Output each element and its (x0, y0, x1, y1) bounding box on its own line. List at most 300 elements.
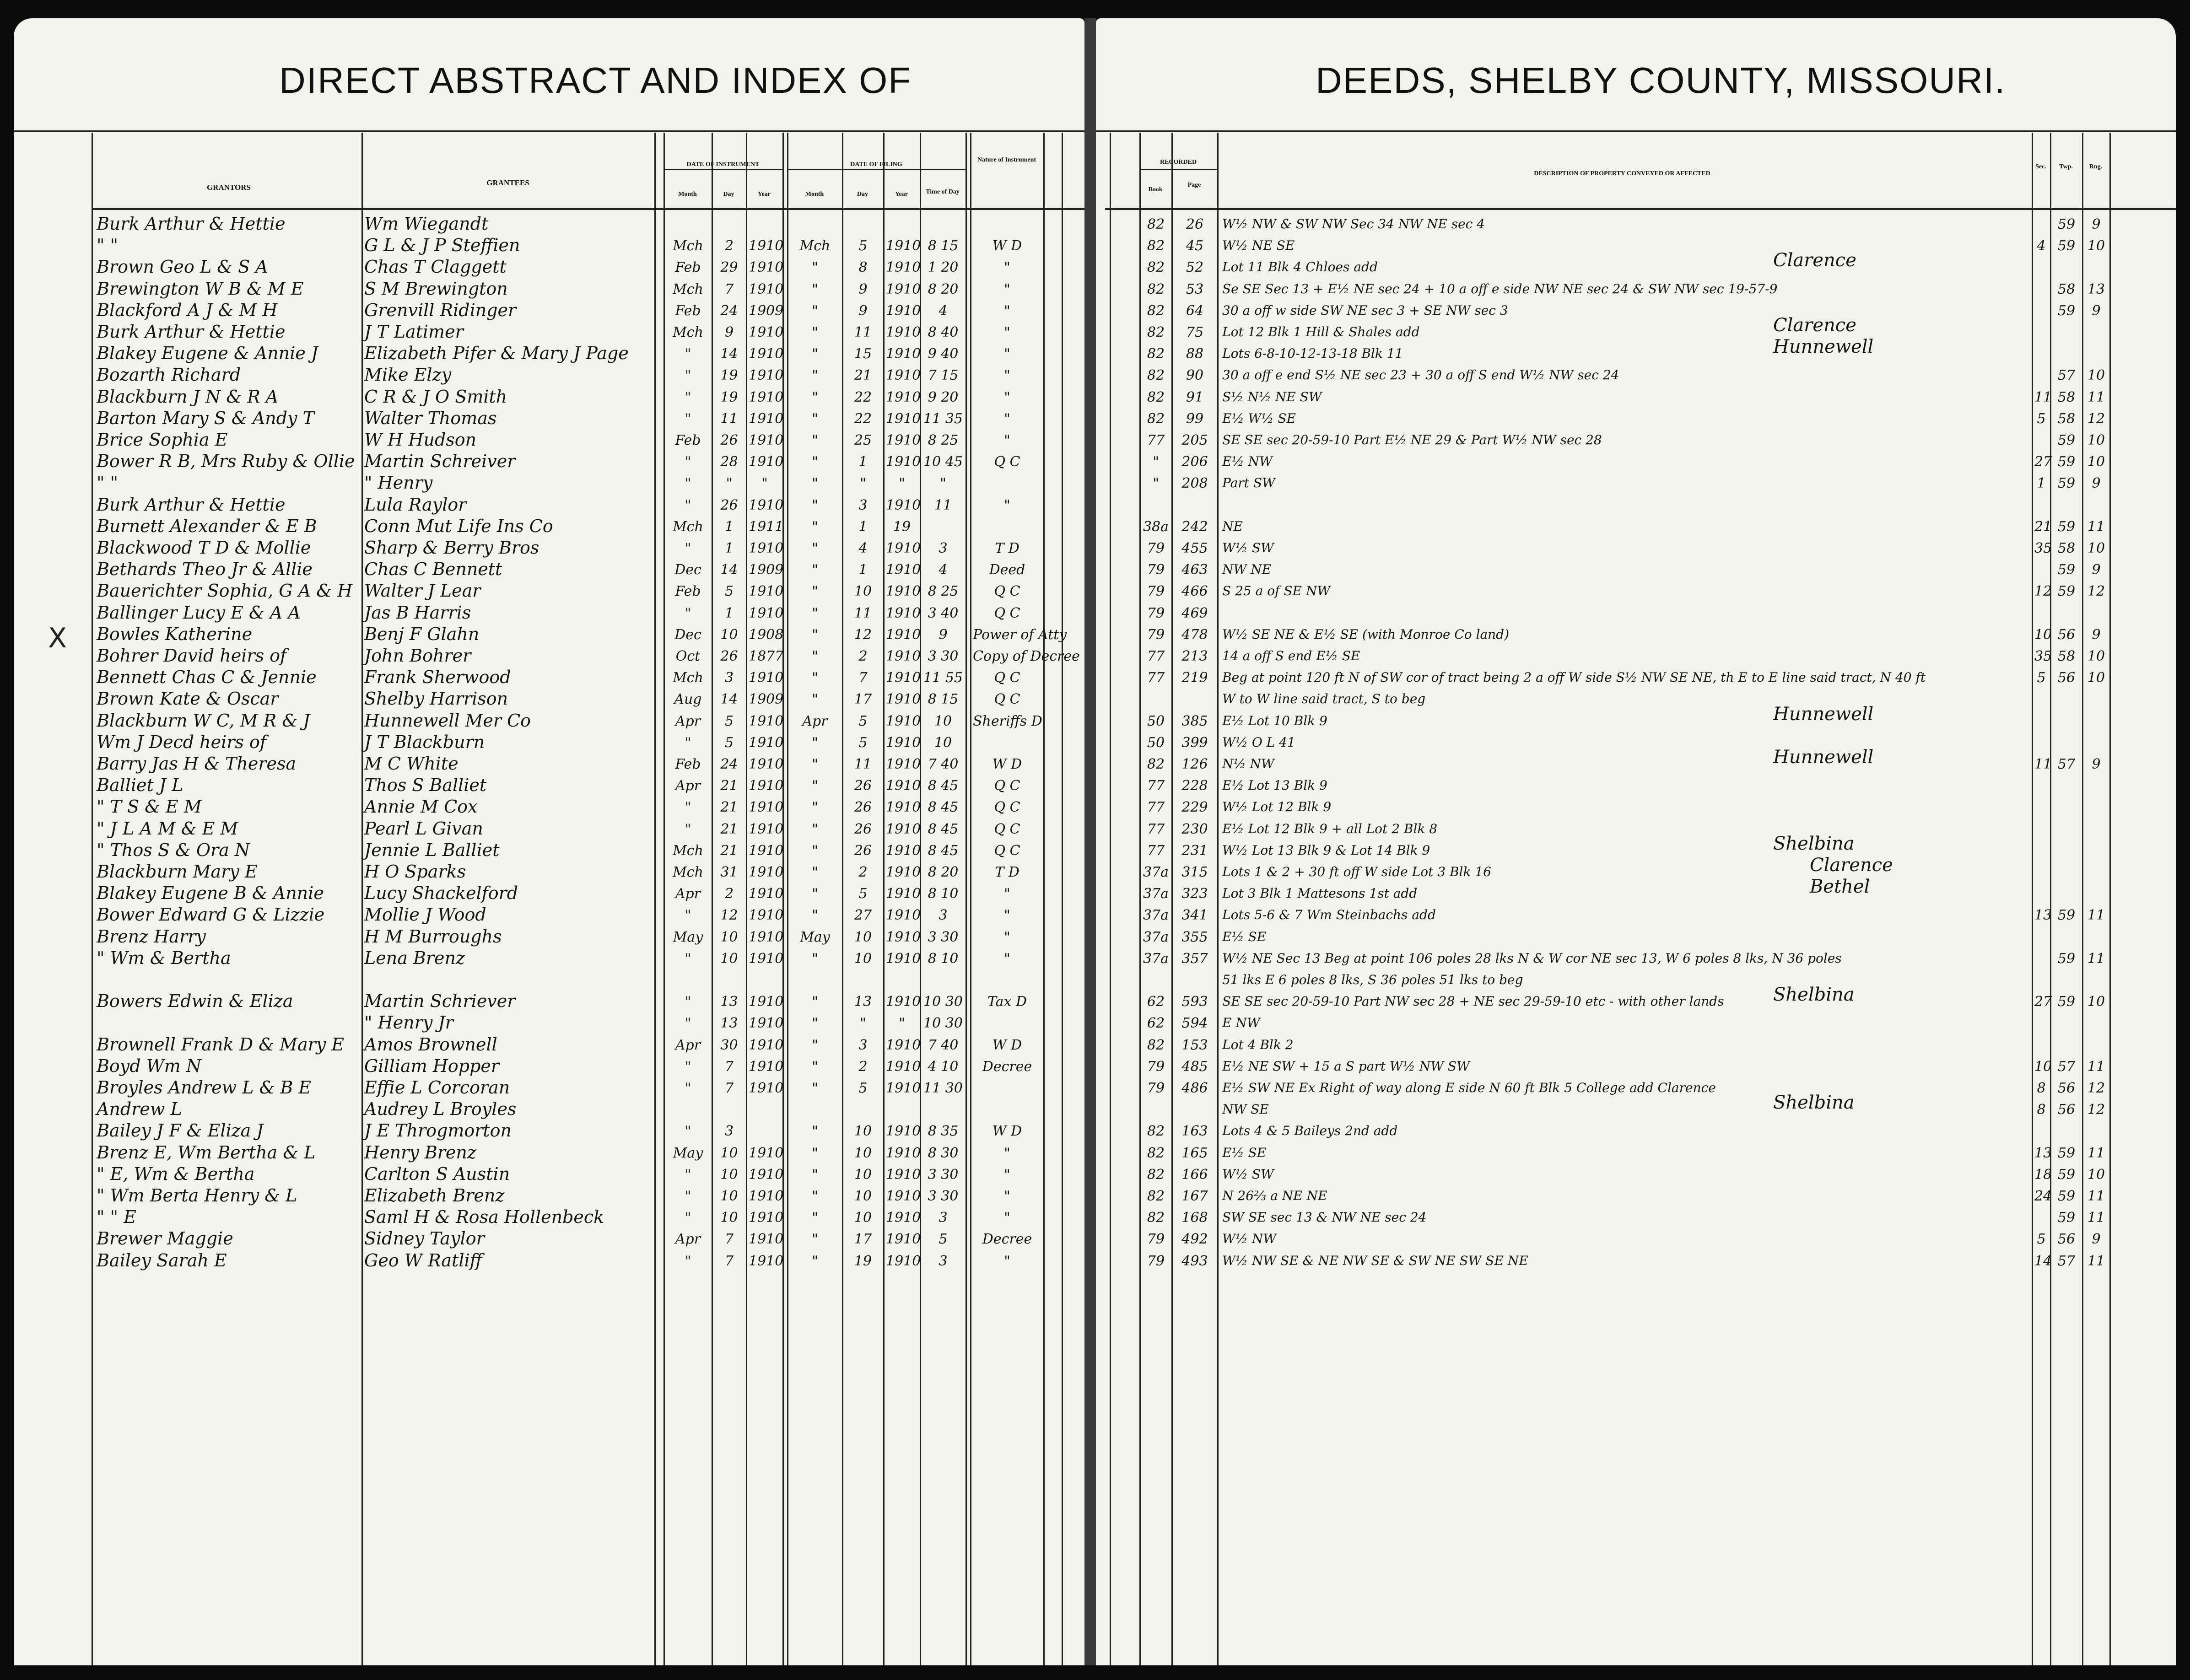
instrument-day-cell: 28 (720, 454, 738, 470)
instrument-year-cell: 1910 (749, 583, 784, 600)
grantor-cell: " J L A M & E M (97, 818, 238, 839)
filing-day-cell: 26 (854, 821, 872, 837)
instrument-month-cell: " (685, 1188, 691, 1204)
instrument-day-cell: 21 (720, 821, 738, 837)
twp-cell: 57 (2057, 1058, 2076, 1075)
instrument-month-cell: " (685, 346, 691, 362)
rng-cell: 10 (2087, 454, 2105, 470)
description-cell: E½ NW (1222, 454, 1273, 469)
ledger-row (14, 947, 1084, 969)
nature-cell: Deed (989, 562, 1025, 578)
sec-cell: 4 (2037, 238, 2046, 254)
ledger-row (14, 1185, 1084, 1206)
ledger-row (14, 342, 1084, 364)
ledger-row (1096, 1228, 2176, 1249)
ledger-row (1096, 1249, 2176, 1271)
description-cell: NE (1222, 518, 1243, 534)
ledger-row (1096, 926, 2176, 947)
description-cell: N 26⅔ a NE NE (1222, 1188, 1327, 1203)
sec-header: Sec. (2035, 163, 2046, 170)
filing-month-cell: " (812, 475, 818, 492)
twp-cell: 59 (2057, 583, 2076, 600)
filing-time-cell: 3 30 (928, 929, 959, 945)
filing-year-cell: 1910 (886, 1145, 921, 1161)
rng-cell: 11 (2087, 907, 2105, 924)
book-cell: 77 (1147, 432, 1165, 448)
nature-cell: T D (995, 540, 1019, 556)
ledger-row (1096, 1120, 2176, 1141)
filing-day-cell: 17 (854, 691, 872, 708)
filing-day-cell: " (860, 475, 866, 492)
filing-month-cell: " (812, 583, 818, 600)
rng-cell: 9 (2092, 216, 2101, 232)
filing-time-cell: 1 20 (928, 259, 959, 276)
filing-time-cell: 5 (939, 1231, 948, 1248)
book-cell: " (1153, 454, 1159, 470)
ledger-row (14, 450, 1084, 472)
filing-day-cell: 10 (854, 1145, 872, 1161)
right-ledger-page (1096, 18, 2176, 1665)
ledger-row (1096, 515, 2176, 537)
header-top-rule (14, 130, 1084, 132)
grantee-cell: " Henry (364, 473, 433, 493)
twp-cell: 59 (2057, 454, 2076, 470)
filing-day-cell: 27 (854, 907, 872, 924)
rng-cell: 9 (2092, 302, 2101, 319)
instrument-month-cell: " (685, 994, 691, 1010)
rng-cell: 10 (2087, 238, 2105, 254)
ledger-row (1096, 796, 2176, 817)
filing-year-cell: 1910 (886, 1080, 921, 1096)
rng-cell: 9 (2092, 475, 2101, 492)
ledger-row (1096, 472, 2176, 493)
filing-month-cell: " (812, 1210, 818, 1226)
filing-month-cell: " (812, 540, 818, 556)
nature-cell: Decree (982, 1231, 1032, 1248)
ledger-row (1096, 861, 2176, 882)
grantor-cell: Barry Jas H & Theresa (97, 754, 297, 774)
filing-day-cell: 26 (854, 842, 872, 859)
nature-cell: Q C (994, 842, 1020, 859)
nature-cell: Tax D (987, 994, 1027, 1010)
instrument-year-cell: 1910 (749, 1231, 784, 1248)
filing-month-cell: " (812, 1188, 818, 1204)
ledger-row (1096, 1034, 2176, 1055)
grantor-cell: Bailey J F & Eliza J (97, 1120, 264, 1141)
description-cell: SE SE sec 20-59-10 Part E½ NE 29 & Part W½ NW sec 28 (1222, 432, 1602, 447)
grantee-cell: Lula Raylor (364, 494, 467, 515)
description-cell: W½ Lot 12 Blk 9 (1222, 799, 1332, 815)
instrument-year-cell: 1910 (749, 1058, 784, 1075)
instrument-month-cell: " (685, 907, 691, 924)
instrument-day-cell: 10 (720, 1188, 738, 1204)
filing-time-cell: 7 15 (928, 367, 959, 384)
filing-day-cell: 11 (854, 605, 872, 621)
filing-month-cell: " (812, 1231, 818, 1248)
ledger-row (14, 580, 1084, 601)
filing-month-cell: May (800, 929, 830, 945)
instrument-month-cell: " (685, 1080, 691, 1096)
ledger-row (1096, 234, 2176, 256)
rng-cell: 9 (2092, 756, 2101, 772)
filing-year-cell: " (899, 1015, 905, 1032)
instrument-day-cell: 12 (720, 907, 738, 924)
book-cell: 37a (1143, 864, 1169, 880)
page-cell: 315 (1181, 864, 1208, 880)
twp-cell: 59 (2057, 562, 2076, 578)
filing-time-cell: 10 45 (923, 454, 963, 470)
instrument-day-cell: 29 (720, 259, 738, 276)
ledger-row (1096, 1077, 2176, 1098)
book-cell: 79 (1147, 605, 1165, 621)
sec-cell: 11 (2034, 756, 2052, 772)
filing-day-cell: 2 (858, 648, 868, 664)
page-cell: 455 (1181, 540, 1208, 556)
ledger-row (1096, 278, 2176, 299)
ledger-row (1096, 558, 2176, 580)
sec-cell: 35 (2034, 648, 2052, 664)
grantee-cell: Effie L Corcoran (364, 1077, 510, 1098)
filing-day-cell: 25 (854, 432, 872, 448)
instrument-day-cell: 5 (724, 734, 734, 751)
ledger-row (14, 1098, 1084, 1120)
book-cell: 77 (1147, 648, 1165, 664)
book-cell: 79 (1147, 540, 1165, 556)
page-cell: 213 (1181, 648, 1208, 664)
filing-time-cell: 9 20 (928, 389, 959, 405)
page-cell: 463 (1181, 562, 1208, 578)
grantee-cell: John Bohrer (364, 646, 471, 666)
filing-time-cell: 8 10 (928, 950, 959, 967)
filing-day-cell: 11 (854, 756, 872, 772)
filing-month-cell: " (812, 756, 818, 772)
filing-day-cell: 7 (858, 670, 868, 686)
book-cell: 79 (1147, 583, 1165, 600)
filing-year-cell: 1910 (886, 670, 921, 686)
description-cell: Lots 6-8-10-12-13-18 Blk 11 (1222, 346, 1403, 361)
book-cell: 82 (1147, 1145, 1165, 1161)
instrument-month-cell: " (685, 497, 691, 513)
ledger-row (14, 1077, 1084, 1098)
book-cell: 50 (1147, 734, 1165, 751)
ledger-row (14, 407, 1084, 429)
filing-year-cell: 1910 (886, 626, 921, 643)
ledger-row (1096, 623, 2176, 645)
filing-year-cell: 1910 (886, 950, 921, 967)
twp-cell: 57 (2057, 1253, 2076, 1269)
instrument-month-cell: Apr (675, 1231, 701, 1248)
twp-cell: 59 (2057, 950, 2076, 967)
rng-cell: 11 (2087, 1210, 2105, 1226)
twp-cell: 58 (2057, 410, 2076, 427)
filing-time-cell: 8 10 (928, 886, 959, 902)
grantee-cell: Chas C Bennett (364, 559, 502, 580)
instrument-year-cell: 1910 (749, 864, 784, 880)
description-cell: W½ NE Sec 13 Beg at point 106 poles 28 lks N & W cor NE sec 13, W 6 poles 8 lks, N 36 poles (1222, 950, 1842, 966)
instrument-year-cell: 1910 (749, 778, 784, 794)
instrument-month-cell: " (685, 454, 691, 470)
filing-year-cell: 1910 (886, 756, 921, 772)
filing-day-cell: 10 (854, 950, 872, 967)
filing-time-cell: 10 30 (923, 1015, 963, 1032)
instrument-day-cell: 7 (724, 1253, 734, 1269)
rng-cell: 11 (2087, 1253, 2105, 1269)
ledger-row (14, 278, 1084, 299)
filing-month-cell: " (812, 1015, 818, 1032)
filing-day-cell: 21 (854, 367, 872, 384)
filing-year-cell: 1910 (886, 410, 921, 427)
instrument-day-cell: 19 (720, 367, 738, 384)
instrument-day-cell: 10 (720, 626, 738, 643)
instrument-year-cell: 1910 (749, 1210, 784, 1226)
filing-month-cell: " (812, 1080, 818, 1096)
book-cell: 79 (1147, 1080, 1165, 1096)
twp-cell: 59 (2057, 216, 2076, 232)
filing-day-cell: 17 (854, 1231, 872, 1248)
page-cell: 485 (1181, 1058, 1208, 1075)
book-cell: 82 (1147, 216, 1165, 232)
instrument-day-cell: 1 (724, 518, 734, 535)
filing-year-cell: 1910 (886, 605, 921, 621)
grantee-cell: Grenvill Ridinger (364, 300, 517, 320)
filing-time-cell: 11 30 (923, 1080, 963, 1096)
instrument-day-cell: 14 (720, 562, 738, 578)
page-cell: 153 (1181, 1037, 1208, 1053)
grantor-cell: " " (97, 235, 119, 256)
description-header: DESCRIPTION OF PROPERTY CONVEYED OR AFFECTED (1534, 170, 1710, 177)
filing-day-cell: 9 (858, 302, 868, 319)
grantor-cell: Balliet J L (97, 775, 183, 796)
nature-cell: Q C (994, 454, 1020, 470)
filing-month-cell: " (812, 670, 818, 686)
ledger-row (14, 1055, 1084, 1077)
nature-cell: " (1004, 259, 1010, 276)
filing-time-cell: 9 (939, 626, 948, 643)
ledger-row (1096, 364, 2176, 385)
instrument-month-cell: Mch (673, 670, 703, 686)
filing-year-cell: 1910 (886, 389, 921, 405)
instrument-day-cell: 26 (720, 497, 738, 513)
book-cell: 77 (1147, 778, 1165, 794)
page-cell: 91 (1186, 389, 1204, 405)
rng-cell: 10 (2087, 540, 2105, 556)
left-page-title: DIRECT ABSTRACT AND INDEX OF (279, 60, 912, 101)
ledger-row (1096, 666, 2176, 688)
instrument-year-cell: 1910 (749, 497, 784, 513)
grantee-cell: H M Burroughs (364, 926, 502, 947)
instrument-year-cell: 1910 (749, 842, 784, 859)
header-bottom-rule (92, 208, 1084, 210)
grantor-cell: Brenz E, Wm Bertha & L (97, 1142, 316, 1163)
instrument-year-cell: 1910 (749, 994, 784, 1010)
filing-month-cell: " (812, 907, 818, 924)
page-cell: 75 (1186, 324, 1204, 340)
page-cell: 165 (1181, 1145, 1208, 1161)
filing-day-cell: 5 (858, 734, 868, 751)
ledger-row (1096, 342, 2176, 364)
instrument-day-cell: 7 (724, 1080, 734, 1096)
description-cell: W½ NW (1222, 1231, 1277, 1247)
instrument-month-cell: " (685, 1058, 691, 1075)
ledger-row (14, 818, 1084, 839)
grantee-cell: Shelby Harrison (364, 689, 508, 709)
instrument-month-cell: " (685, 389, 691, 405)
instrument-year-cell: 1910 (749, 540, 784, 556)
grantee-cell: Martin Schreiver (364, 451, 516, 472)
ledger-row (14, 666, 1084, 688)
nature-cell: " (1004, 907, 1010, 924)
filing-month-cell: " (812, 994, 818, 1010)
town-annotation: Clarence (1773, 250, 1856, 271)
filing-year-cell: 1910 (886, 929, 921, 945)
book-cell: 79 (1147, 1231, 1165, 1248)
nature-cell: Q C (994, 670, 1020, 686)
description-cell: NW NE (1222, 562, 1272, 577)
description-cell: E½ SE (1222, 1145, 1267, 1160)
page-cell: 52 (1186, 259, 1204, 276)
filing-time-cell: 7 40 (928, 756, 959, 772)
description-cell: Part SW (1222, 475, 1275, 491)
page-cell: 478 (1181, 626, 1208, 643)
ledger-row (14, 1228, 1084, 1249)
ledger-row (14, 299, 1084, 321)
book-cell: 77 (1147, 821, 1165, 837)
nature-cell: " (1004, 432, 1010, 448)
filing-month-cell: " (812, 1166, 818, 1183)
ledger-row (1096, 904, 2176, 925)
instrument-year-cell: 1910 (749, 670, 784, 686)
instrument-day-cell: 7 (724, 1231, 734, 1248)
page-cell: 469 (1181, 605, 1208, 621)
nature-cell: " (1004, 1188, 1010, 1204)
ledger-row (14, 234, 1084, 256)
grantor-cell: Blakey Eugene & Annie J (97, 343, 318, 364)
twp-cell: 59 (2057, 302, 2076, 319)
instrument-year-cell: 1909 (749, 562, 784, 578)
instrument-month-cell: Mch (673, 238, 703, 254)
instrument-year-cell: 1910 (749, 259, 784, 276)
twp-cell: 59 (2057, 238, 2076, 254)
description-cell: E½ SW NE Ex Right of way along E side N 60 ft Blk 5 College add Clarence (1222, 1080, 1716, 1095)
grantor-cell: Broyles Andrew L & B E (97, 1077, 312, 1098)
rng-cell: 11 (2087, 950, 2105, 967)
ledger-row (14, 321, 1084, 342)
page-cell: 45 (1186, 238, 1204, 254)
filing-year-cell: 1910 (886, 1253, 921, 1269)
rng-cell: 9 (2092, 1231, 2101, 1248)
description-cell: E½ Lot 12 Blk 9 + all Lot 2 Blk 8 (1222, 821, 1438, 836)
nature-cell: W D (992, 1123, 1022, 1140)
filing-year-cell: 1910 (886, 238, 921, 254)
instrument-year-cell: 1910 (749, 1188, 784, 1204)
instrument-month-cell: Apr (675, 778, 701, 794)
town-annotation: Shelbina (1773, 1092, 1855, 1114)
twp-cell: 56 (2057, 1102, 2076, 1118)
book-cell: 79 (1147, 562, 1165, 578)
grantor-cell: Brown Geo L & S A (97, 257, 268, 277)
nature-cell: " (1004, 929, 1010, 945)
page-cell: 26 (1186, 216, 1204, 232)
instrument-year-cell: 1910 (749, 1015, 784, 1032)
page-cell: 323 (1181, 886, 1208, 902)
page-cell: 90 (1186, 367, 1204, 384)
filing-year-cell: 19 (893, 518, 911, 535)
year-header: Year (895, 191, 908, 198)
book-cell: 77 (1147, 670, 1165, 686)
nature-cell: Decree (982, 1058, 1032, 1075)
page-cell: 242 (1181, 518, 1208, 535)
grantor-cell: Bower R B, Mrs Ruby & Ollie (97, 451, 355, 472)
ledger-row (1096, 645, 2176, 666)
nature-cell: Q C (994, 605, 1020, 621)
book-cell: 82 (1147, 238, 1165, 254)
ledger-row (14, 731, 1084, 753)
description-cell: S½ N½ NE SW (1222, 389, 1322, 404)
instrument-month-cell: " (685, 1253, 691, 1269)
town-annotation: Hunnewell (1773, 747, 1874, 768)
ledger-row (14, 926, 1084, 947)
instrument-month-cell: Dec (674, 562, 701, 578)
filing-year-cell: 1910 (886, 713, 921, 729)
ledger-row (1096, 818, 2176, 839)
sec-cell: 10 (2034, 1058, 2052, 1075)
grantee-cell: C R & J O Smith (364, 386, 507, 407)
instrument-year-cell: " (761, 475, 768, 492)
filing-year-cell: 1910 (886, 1037, 921, 1053)
description-cell: Lots 4 & 5 Baileys 2nd add (1222, 1123, 1398, 1139)
description-cell: NW SE (1222, 1102, 1269, 1117)
filing-day-cell: 11 (854, 324, 872, 340)
filing-time-cell: 4 10 (928, 1058, 959, 1075)
filing-time-cell: 3 (939, 1210, 948, 1226)
grantee-cell: Saml H & Rosa Hollenbeck (364, 1207, 604, 1228)
filing-time-cell: 3 30 (928, 648, 959, 664)
page-cell: 231 (1181, 842, 1208, 859)
sec-cell: 5 (2037, 1231, 2046, 1248)
nature-cell: " (1004, 389, 1010, 405)
grantee-cell: Jas B Harris (364, 602, 471, 623)
filing-month-cell: " (812, 691, 818, 708)
sec-cell: 10 (2034, 626, 2052, 643)
instrument-day-cell: " (726, 475, 733, 492)
nature-cell: " (1004, 1145, 1010, 1161)
nature-cell: Q C (994, 799, 1020, 816)
filing-day-cell: 10 (854, 1123, 872, 1140)
instrument-day-cell: 13 (720, 994, 738, 1010)
sec-cell: 21 (2034, 518, 2052, 535)
left-ledger-page (14, 18, 1084, 1665)
filing-year-cell: 1910 (886, 1123, 921, 1140)
filing-time-cell: 3 (939, 907, 948, 924)
description-cell: E NW (1222, 1015, 1260, 1031)
twp-cell: 56 (2057, 670, 2076, 686)
grantor-cell: Barton Mary S & Andy T (97, 408, 314, 428)
grantee-cell: Elizabeth Brenz (364, 1185, 505, 1206)
filing-day-cell: 22 (854, 389, 872, 405)
ledger-row (14, 1120, 1084, 1141)
description-cell: Lots 1 & 2 + 30 ft off W side Lot 3 Blk 16 (1222, 864, 1491, 879)
grantor-cell: Burnett Alexander & E B (97, 516, 317, 536)
filing-day-cell: 9 (858, 281, 868, 297)
filing-time-cell: 8 45 (928, 799, 959, 816)
instrument-month-cell: " (685, 605, 691, 621)
description-cell: 14 a off S end E½ SE (1222, 648, 1360, 663)
nature-cell: Q C (994, 778, 1020, 794)
twp-cell: 59 (2057, 1145, 2076, 1161)
instrument-day-cell: 21 (720, 799, 738, 816)
filing-day-cell: 3 (858, 497, 868, 513)
filing-day-cell: 1 (858, 518, 868, 535)
